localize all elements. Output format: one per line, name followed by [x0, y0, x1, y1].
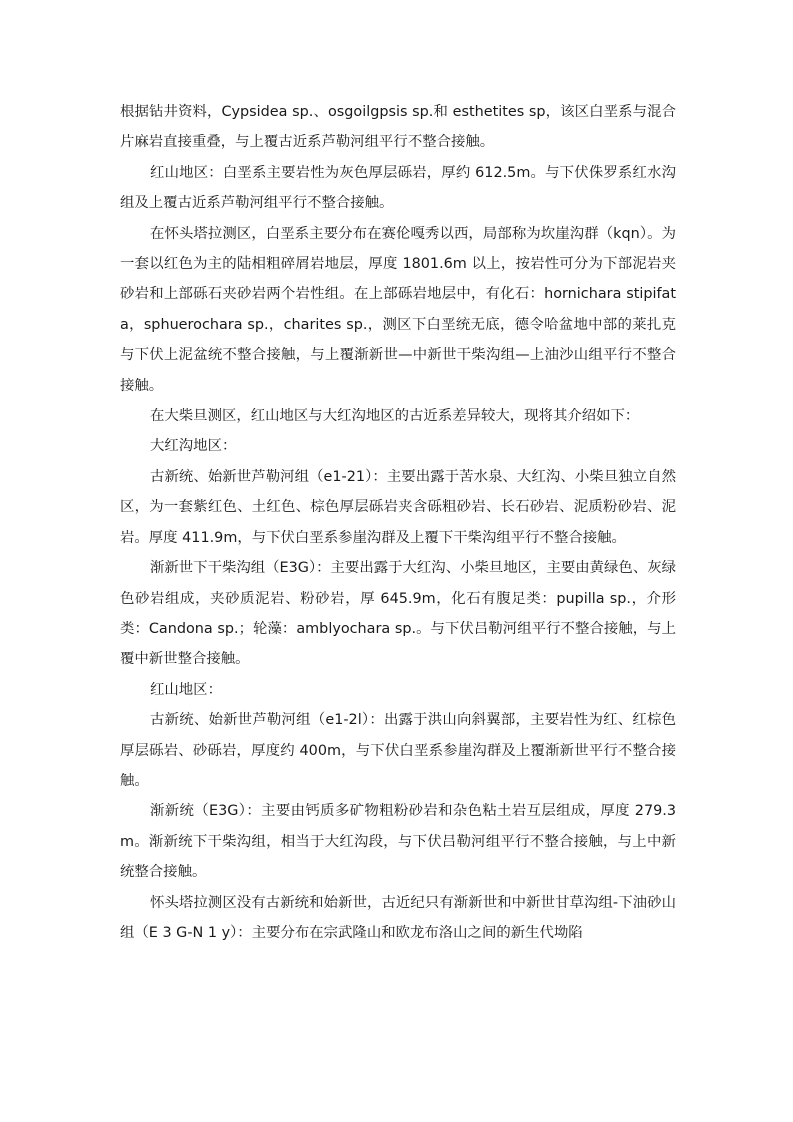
heading-hongshan-area: 红山地区： — [150, 681, 222, 698]
paragraph-hongshan-paleocene: 古新统、始新世芦勒河组（e1-2l）：出露于洪山向斜翼部，主要岩性为红、红棕色厚层砾岩、砂砾岩，厚度约 400m，与下伏白垩系参崖沟群及上覆渐新世平行不整合接触。 — [120, 712, 676, 789]
paragraph-hongshan-oligocene: 渐新统（E3G）：主要由钙质多矿物粗粉砂岩和杂色粘土岩互层组成，厚度 279.3m。渐新统下干柴沟组，相当于大红沟段，与下伏吕勒河组平行不整合接触，与上中新统整合接触。 — [120, 803, 676, 881]
paragraph-drilling-data: 根据钻井资料，Cypsidea sp.、osgoilgpsis sp.和 esthetites sp，该区白垩系与混合片麻岩直接重叠，与上覆古近系芦勒河组平行不整合接触。 — [120, 104, 676, 151]
paragraph-huaitoutala-paleogene: 怀头塔拉测区没有古新统和始新世，古近纪只有渐新世和中新世甘草沟组-下油砂山组（E 3 G-N 1 y）：主要分布在宗武隆山和欧龙布洛山之间的新生代坳陷 — [120, 894, 676, 941]
paragraph-dahonggou-oligocene: 渐新世下干柴沟组（E3G）：主要出露于大红沟、小柴旦地区，主要由黄绿色、灰绿色砂岩组成，夹砂质泥岩、粉砂岩，厚 645.9m，化石有腹足类：pupilla sp.，介形类：Candona sp.；轮藻：amblyochara sp.。与下伏吕勒河组平行不整合接触，与上覆中新世整合接触。 — [120, 560, 676, 668]
paragraph-hongshan-cretaceous: 红山地区：白垩系主要岩性为灰色厚层砾岩，厚约 612.5m。与下伏侏罗系红水沟组及上覆古近系芦勒河组平行不整合接触。 — [120, 164, 676, 212]
paragraph-dachaidan-intro: 在大柴旦测区，红山地区与大红沟地区的古近系差异较大，现将其介绍如下： — [150, 408, 640, 425]
heading-dahonggou-area: 大红沟地区： — [150, 438, 237, 455]
paragraph-dahonggou-paleocene: 古新统、始新世芦勒河组（e1-21）：主要出露于苦水泉、大红沟、小柴旦独立自然区，为一套紫红色、土红色、棕色厚层砾岩夹含砾粗砂岩、长石砂岩、泥质粉砂岩、泥岩。厚度 411.9m，与下伏白垩系参崖沟群及上覆下干柴沟组平行不整合接触。 — [120, 468, 676, 546]
document-page — [120, 97, 676, 948]
paragraph-huaitoutala-cretaceous: 在怀头塔拉测区，白垩系主要分布在赛伦嘎秀以西，局部称为坎崖沟群（kqn）。为一套以红色为主的陆相粗碎屑岩地层，厚度 1801.6m 以上，按岩性可分为下部泥岩夹砂岩和上部砾石夹砂岩两个岩性组。在上部砾岩地层中，有化石：hornichara stipifata，sphuerochara sp.，charites sp.，测区下白垩统无底，德令哈盆地中部的莱扎克与下伏上泥盆统不整合接触，与上覆渐新世—中新世干柴沟组—上油沙山组平行不整合接触。 — [120, 225, 676, 394]
